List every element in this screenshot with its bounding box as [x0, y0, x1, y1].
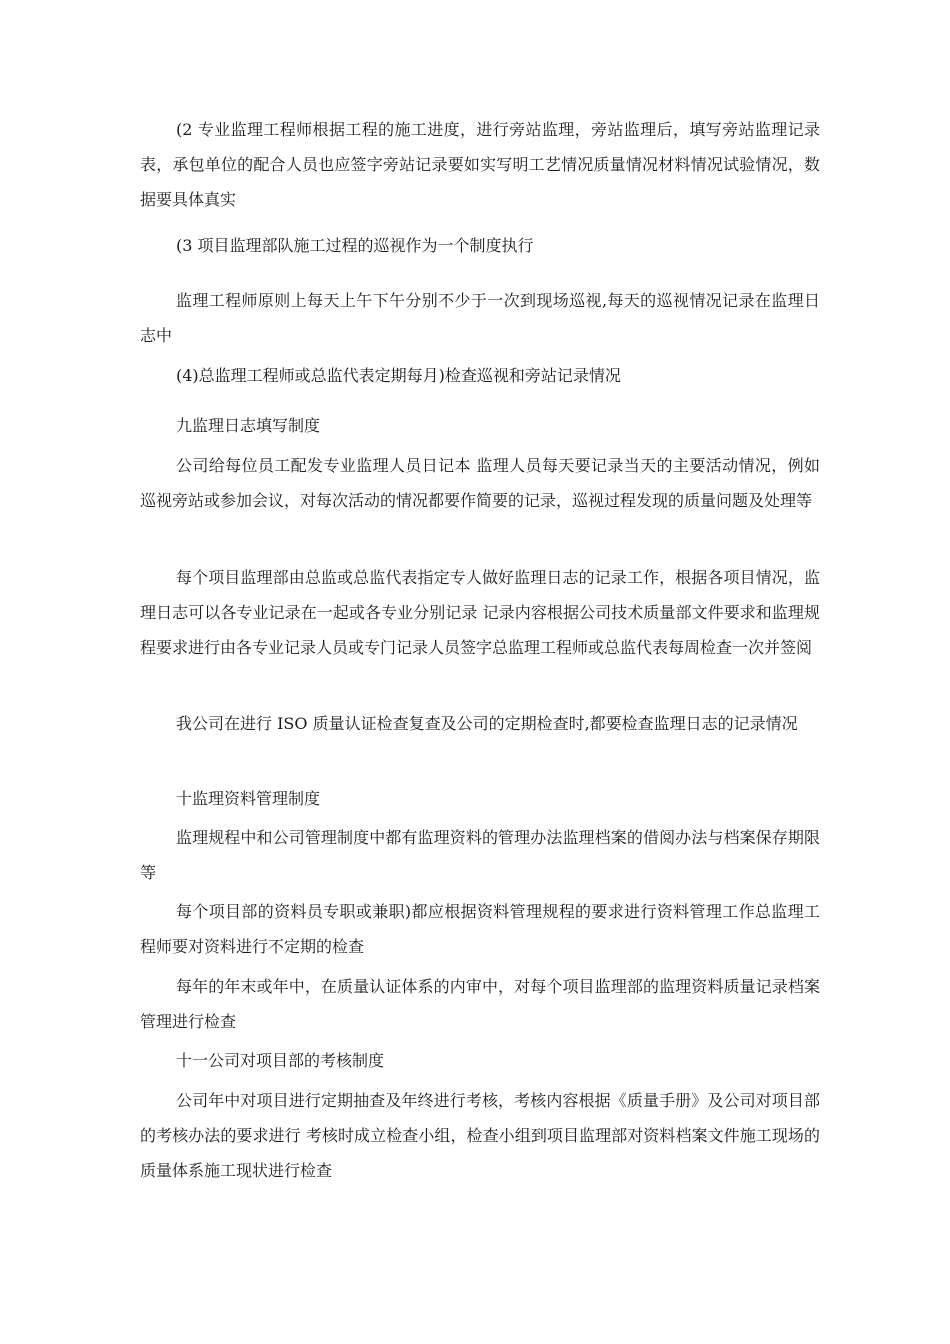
paragraph-side-station-supervision: (2 专业监理工程师根据工程的施工进度，进行旁站监理，旁站监理后，填写旁站监理记录表，承包单位的配合人员也应签字旁站记录要如实写明工艺情况质量情况材料情况试验情况，数据要具体真实 [140, 120, 820, 209]
paragraph-monthly-check: (4)总监理工程师或总监代表定期每月)检查巡视和旁站记录情况 [176, 366, 621, 385]
paragraph-internal-audit: 每年的年末或年中，在质量认证体系的内审中，对每个项目监理部的监理资料质量记录档案管理进行检查 [140, 977, 820, 1031]
paragraph-inspection-system: (3 项目监理部队施工过程的巡视作为一个制度执行 [176, 236, 534, 255]
section-heading-eleven: 十一公司对项目部的考核制度 [176, 1051, 385, 1070]
paragraph-diary-distribution: 公司给每位员工配发专业监理人员日记本 监理人员每天要记录当天的主要活动情况，例如巡视旁站或参加会议，对每次活动的情况都要作简要的记录，巡视过程发现的质量问题及处理等 [140, 456, 820, 510]
paragraph-assessment: 公司年中对项目进行定期抽查及年终进行考核，考核内容根据《质量手册》及公司对项目部的考核办法的要求进行 考核时成立检查小组，检查小组到项目监理部对资料档案文件施工现场的质量体系施工现状进行检查 [140, 1091, 820, 1180]
paragraph-iso-check: 我公司在进行 ISO 质量认证检查复查及公司的定期检查时,都要检查监理日志的记录情况 [176, 714, 798, 733]
paragraph-diary-recording: 每个项目监理部由总监或总监代表指定专人做好监理日志的记录工作，根据各项目情况，监理日志可以各专业记录在一起或各专业分别记录 记录内容根据公司技术质量部文件要求和监理规程要求进行由各专业记录人员或专门记录人员签字总监理工程师或总监代表每周检查一次并签阅 [140, 568, 820, 657]
paragraph-records-staff: 每个项目部的资料员专职或兼职)都应根据资料管理规程的要求进行资料管理工作总监理工程师要对资料进行不定期的检查 [140, 902, 820, 956]
section-heading-ten: 十监理资料管理制度 [176, 789, 321, 808]
section-heading-nine: 九监理日志填写制度 [176, 416, 321, 435]
paragraph-daily-inspection: 监理工程师原则上每天上午下午分别不少于一次到现场巡视,每天的巡视情况记录在监理日志中 [140, 291, 820, 345]
paragraph-records-rules: 监理规程中和公司管理制度中都有监理资料的管理办法监理档案的借阅办法与档案保存期限等 [140, 828, 820, 882]
